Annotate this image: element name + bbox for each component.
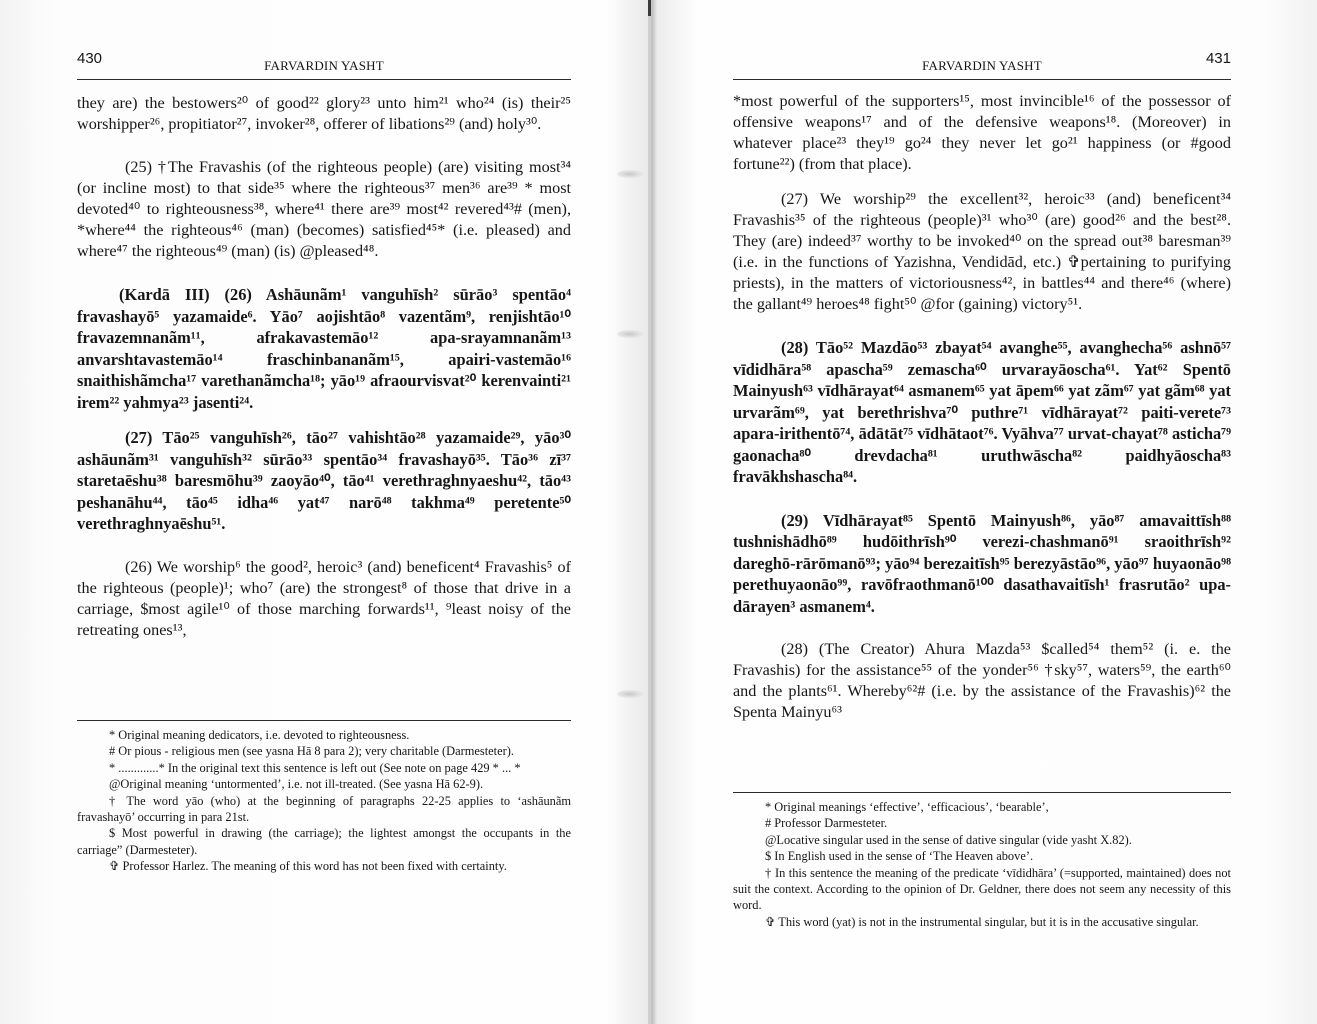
paragraph: they are) the bestowers²⁰ of good²² glory²³ unto him²¹ who²⁴ (is) their²⁵ worshipper²⁶, propitiator²⁷, invoker²⁸, offerer of libations²⁹ (and) holy³⁰. — [77, 94, 571, 133]
page-mark — [617, 330, 643, 338]
footnotes — [77, 720, 571, 875]
right-page — [733, 0, 1231, 1024]
footnotes — [733, 792, 1231, 930]
paragraph: (25) †The Fravashis (of the righteous people) (are) visiting most³⁴ (or incline most) to that side³⁵ where the righteous³⁷ men³⁶ are³⁹ * most devoted⁴⁰ to righteousness³⁸, where⁴¹ there are³⁹ most⁴² revered⁴³# (men), *where⁴⁴ the righteous⁴⁶ (man) (becomes) satisfied⁴⁵* (i.e. pleased) and where⁴⁷ the righteous⁴⁹ (man) (is) @pleased⁴⁸. — [77, 158, 571, 260]
avestan-paragraph: (27) Tāo²⁵ vanguhīsh²⁶, tāo²⁷ vahishtāo²⁸ yazamaide²⁹, yāo³⁰ ashāunãm³¹ vanguhīsh³² sūrāo³³ spentāo³⁴ fravashayō³⁵. Tāo³⁶ zī³⁷ staretaēshu³⁸ baresmōhu³⁹ zaoyāo⁴⁰, tāo⁴¹ verethraghnyaeshu⁴², tāo⁴³ peshanāhu⁴⁴, tāo⁴⁵ idha⁴⁶ yat⁴⁷ narō⁴⁸ takhma⁴⁹ peretente⁵⁰ verethraghnyaēshu⁵¹. — [77, 428, 571, 533]
header-rule — [733, 79, 1231, 80]
footnote: # Or pious - religious men (see yasna Hā 8 para 2); very charitable (Darmesteter). — [109, 744, 514, 759]
left-page — [77, 0, 571, 1024]
paragraph: (28) (The Creator) Ahura Mazda⁵³ $called⁵⁴ them⁵² (i. e. the Fravashis) for the assistance⁵⁵ of the yonder⁵⁶ †sky⁵⁷, waters⁵⁹, the earth⁶⁰ and the plants⁶¹. Whereby⁶²# (i.e. by the assistance of the Fravashis)⁶² the Spenta Mainyu⁶³ — [733, 640, 1231, 721]
avestan-paragraph: (28) Tāo⁵² Mazdāo⁵³ zbayat⁵⁴ avanghe⁵⁵, avanghecha⁵⁶ ashnō⁵⁷ vīdidhāra⁵⁸ apascha⁵⁹ zemascha⁶⁰ urvarayāoscha⁶¹. Yat⁶² Spentō Mainyush⁶³ vīdhārayat⁶⁴ asmanem⁶⁵ yat āpem⁶⁶ yat zãm⁶⁷ yat gãm⁶⁸ yat urvarãm⁶⁹, yat berethrishva⁷⁰ puthre⁷¹ vīdhārayat⁷² paiti-verete⁷³ apara-irithentō⁷⁴, ādātāt⁷⁵ vīdhātaot⁷⁶. Vyāhva⁷⁷ urvat-chayat⁷⁸ asticha⁷⁹ gaonacha⁸⁰ drevdacha⁸¹ uruthwāscha⁸² paidhyāoscha⁸³ fravākhshascha⁸⁴. — [733, 338, 1231, 486]
page-number: 431 — [1205, 50, 1231, 67]
avestan-paragraph: (Kardā III) (26) Ashāunãm¹ vanguhīsh² sūrāo³ spentāo⁴ fravashayō⁵ yazamaide⁶. Yāo⁷ aojishtāo⁸ vazentãm⁹, renjishtāo¹⁰ fravazemnanãm¹¹, afrakavastemāo¹² apa-srayamnanãm¹³ anvarshtavastemāo¹⁴ fraschinbananãm¹⁵, apairi-vastemāo¹⁶ snaithishãmcha¹⁷ varethanãmcha¹⁸; yāo¹⁹ afraourvisvat²⁰ kerenvainti²¹ irem²² yahmya²³ jasenti²⁴. — [77, 285, 571, 412]
running-head: FARVARDIN YASHT — [264, 58, 384, 73]
paragraph: (27) We worship²⁹ the excellent³², heroic³³ (and) beneficent³⁴ Fravashis³⁵ of the righteous (people)³¹ who³⁰ (are) good²⁶ and the best²⁸. They (are) indeed³⁷ worthy to be invoked⁴⁰ on the spread out³⁸ baresman³⁹ (i.e. in the functions of Yazishna, Vendidād, etc.) ✞pertaining to purifying priests), in the matters of victoriousness⁴², in battles⁴⁴ and there⁴⁶ (where) the gallant⁴⁹ heroes⁴⁸ fight⁵⁰ @for (gaining) victory⁵¹. — [733, 190, 1231, 313]
footnote: * Original meaning dedicators, i.e. devoted to righteousness. — [109, 728, 410, 742]
footnote: # Professor Darmesteter. — [765, 816, 888, 831]
body-text — [733, 91, 1231, 723]
footnote-rule — [733, 792, 1231, 793]
footnote: † The word yāo (who) at the beginning of paragraphs 22-25 applies to ‘ashāunãm fravashayō’ occurring in para 21st. — [77, 793, 571, 825]
avestan-paragraph: (29) Vīdhārayat⁸⁵ Spentō Mainyush⁸⁶, yāo⁸⁷ amavaittīsh⁸⁸ tushnishādhō⁸⁹ hudōithrīsh⁹⁰ verezi-chashmanō⁹¹ sraoithrīsh⁹² dareghō-rārōmanō⁹³; yāo⁹⁴ berezaitīsh⁹⁵ berezyāstāo⁹⁶, yāo⁹⁷ huyaonāo⁹⁸ perethuyaonāo⁹⁹, ravōfraothmanō¹⁰⁰ dasathavaitīsh¹ frasrutāo² upa-dārayen³ asmanem⁴. — [733, 510, 1231, 616]
header-rule — [77, 79, 571, 80]
footnote: $ In English used in the sense of ‘The Heaven above’. — [765, 849, 1034, 864]
running-head: FARVARDIN YASHT — [922, 58, 1042, 73]
book-gutter — [648, 0, 651, 1024]
footnote: ✞ This word (yat) is not in the instrumental singular, but it is in the accusative singular. — [765, 914, 1199, 929]
page-number: 430 — [77, 50, 103, 67]
page-mark — [617, 690, 643, 698]
page-mark — [617, 170, 643, 178]
footnote: † In this sentence the meaning of the predicate ‘vīdidhāra’ (=supported, maintained) does not suit the context. According to the opinion of Dr. Geldner, there does not seem any necessity of this word. — [733, 865, 1231, 913]
body-text — [77, 93, 571, 641]
footnote: ✞ Professor Harlez. The meaning of this word has not been fixed with certainty. — [109, 859, 507, 874]
footnote: $ Most powerful in drawing (the carriage); the lightest amongst the occupants in the carriage” (Darmesteter). — [77, 826, 571, 857]
footnote: @Original meaning ‘untormented’, i.e. not ill-treated. (See yasna Hā 62-9). — [109, 777, 484, 792]
footnote: @Locative singular used in the sense of dative singular (vide yasht X.82). — [765, 832, 1132, 847]
footnote: * .............* In the original text this sentence is left out (See note on page 429 * ... * — [109, 760, 521, 775]
footnote: * Original meanings ‘effective’, ‘efficacious’, ‘bearable’, — [765, 800, 1049, 814]
gutter-shadow — [648, 0, 651, 16]
paragraph: (26) We worship⁶ the good², heroic³ (and) beneficent⁴ Fravashis⁵ of the righteous (people)¹; who⁷ (are) the strongest⁸ of those that drive in a carriage, $most agile¹⁰ of those marching forwards¹¹, ⁹least noisy of the retreating ones¹³, — [77, 557, 571, 639]
paragraph: *most powerful of the supporters¹⁵, most invincible¹⁶ of the possessor of offensive weapons¹⁷ and of the defensive weapons¹⁸. (Moreover) in whatever place²³ they¹⁹ go²⁴ they never let go²¹ happiness (or #good fortune²²) (from that place). — [733, 92, 1231, 173]
footnote-rule — [77, 720, 571, 721]
